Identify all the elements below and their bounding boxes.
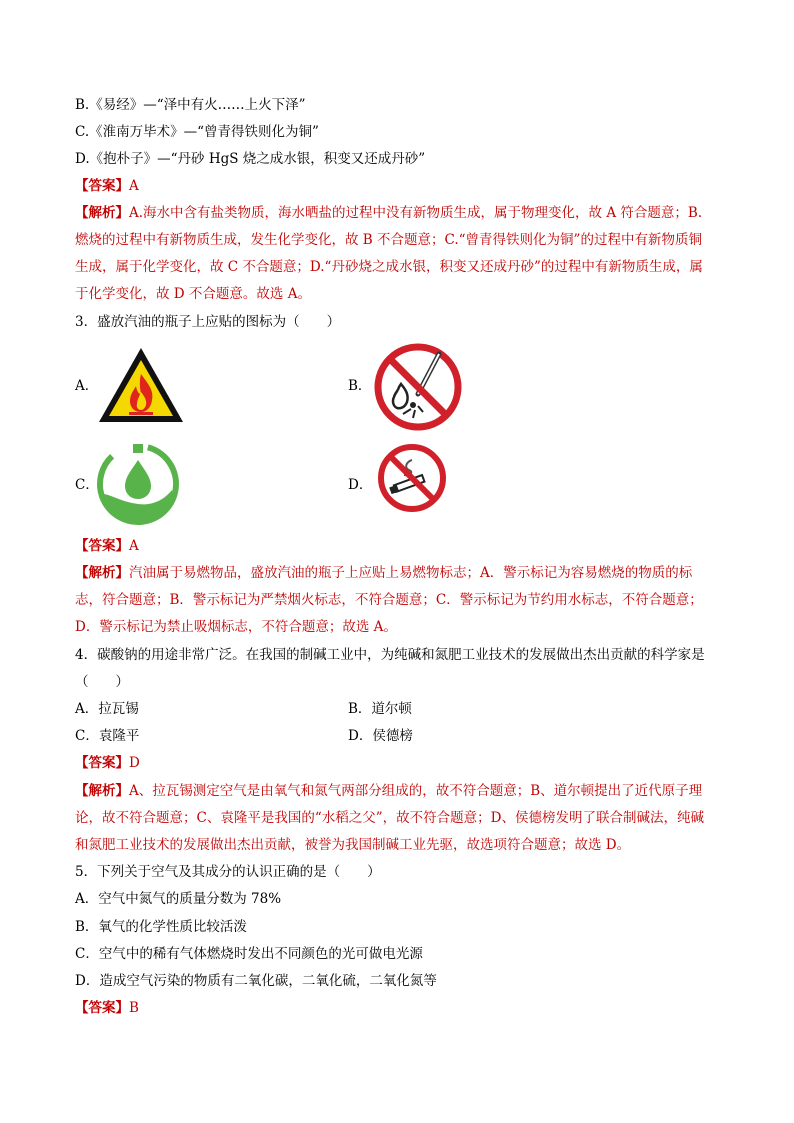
analysis-tag: 【解析】 xyxy=(75,783,129,799)
q3-analysis-line-1: 【解析】汽油属于易燃物品，盛放汽油的瓶子上应贴上易燃物标志；A．警示标记为容易燃烧的物质的标 xyxy=(75,565,693,581)
answer-value: A xyxy=(129,178,139,194)
analysis-tag: 【解析】 xyxy=(75,205,129,221)
water-saving-icon xyxy=(94,440,182,528)
q4-analysis-line-2: 论，故不符合题意；C、袁隆平是我国的“水稻之父”，故不符合题意；D、侯德榜发明了联合制碱法，纯碱 xyxy=(75,810,704,826)
q5-option-d: D．造成空气污染的物质有二氧化碳，二氧化硫，二氧化氮等 xyxy=(75,973,437,989)
q2-option-b: B.《易经》—“泽中有火……上火下泽” xyxy=(75,97,306,113)
q3-label-b: B． xyxy=(348,378,372,394)
answer-tag: 【答案】 xyxy=(75,538,129,554)
q4-option-d: D．侯德榜 xyxy=(348,728,413,744)
q2-analysis-line-3: 生成，属于化学变化，故 C 不合题意；D.“丹砂烧之成水银，积变又还成丹砂”的过程中有新物质生成，属 xyxy=(75,259,703,275)
answer-value: D xyxy=(129,755,140,771)
answer-value: B xyxy=(129,1000,139,1016)
q4-stem-line-2: （ ） xyxy=(75,674,129,690)
q4-analysis-line-3: 和氮肥工业技术的发展做出杰出贡献，被誉为我国制碱工业先驱，故选项符合题意；故选 D。 xyxy=(75,837,631,853)
q4-option-a: A．拉瓦锡 xyxy=(75,701,139,717)
no-fire-icon xyxy=(373,342,463,432)
q5-option-c: C．空气中的稀有气体燃烧时发出不同颜色的光可做电光源 xyxy=(75,946,423,962)
answer-tag: 【答案】 xyxy=(75,755,129,771)
q2-analysis-line-2: 燃烧的过程中有新物质生成，发生化学变化，故 B 不合题意；C.“曾青得铁则化为铜”的过程中有新物质铜 xyxy=(75,232,702,248)
q4-option-c: C．袁隆平 xyxy=(75,728,140,744)
answer-tag: 【答案】 xyxy=(75,1000,129,1016)
q2-analysis-line-1: 【解析】A.海水中含有盐类物质，海水晒盐的过程中没有新物质生成，属于物理变化，故 A 符合题意；B. xyxy=(75,205,703,221)
q4-analysis-line-1: 【解析】A、拉瓦锡测定空气是由氧气和氮气两部分组成的，故不符合题意；B、道尔顿提出了近代原子理 xyxy=(75,783,703,799)
q2-answer xyxy=(75,177,139,195)
q5-stem: 5．下列关于空气及其成分的认识正确的是（ ） xyxy=(75,864,381,880)
q3-label-a: A． xyxy=(75,378,99,394)
answer-value: A xyxy=(129,538,139,554)
q5-option-b: B．氧气的化学性质比较活泼 xyxy=(75,919,247,935)
flammable-warning-icon xyxy=(96,344,186,426)
q2-option-c: C.《淮南万毕术》—“曾青得铁则化为铜” xyxy=(75,124,319,140)
q2-option-d: D.《抱朴子》—“丹砂 HgS 烧之成水银，积变又还成丹砂” xyxy=(75,151,426,167)
analysis-tag: 【解析】 xyxy=(75,565,129,581)
q3-label-c: C． xyxy=(75,477,99,493)
q4-stem-line-1: 4．碳酸钠的用途非常广泛。在我国的制碱工业中，为纯碱和氮肥工业技术的发展做出杰出贡献的科学家是 xyxy=(75,647,705,663)
q3-answer xyxy=(75,537,139,555)
q4-answer xyxy=(75,754,140,772)
answer-tag: 【答案】 xyxy=(75,178,129,194)
q5-option-a: A．空气中氮气的质量分数为 78% xyxy=(75,891,282,907)
q3-label-d: D． xyxy=(348,477,373,493)
q3-analysis-line-2: 志，符合题意；B．警示标记为严禁烟火标志，不符合题意；C．警示标记为节约用水标志，不符合题意； xyxy=(75,592,703,608)
q3-analysis-line-3: D．警示标记为禁止吸烟标志，不符合题意；故选 A。 xyxy=(75,619,397,635)
q4-option-b: B．道尔顿 xyxy=(348,701,412,717)
q2-analysis-line-4: 于化学变化，故 D 不合题意。故选 A。 xyxy=(75,286,311,302)
q5-answer xyxy=(75,999,139,1017)
q3-stem: 3．盛放汽油的瓶子上应贴的图标为（ ） xyxy=(75,314,341,330)
no-smoking-icon xyxy=(376,442,448,514)
